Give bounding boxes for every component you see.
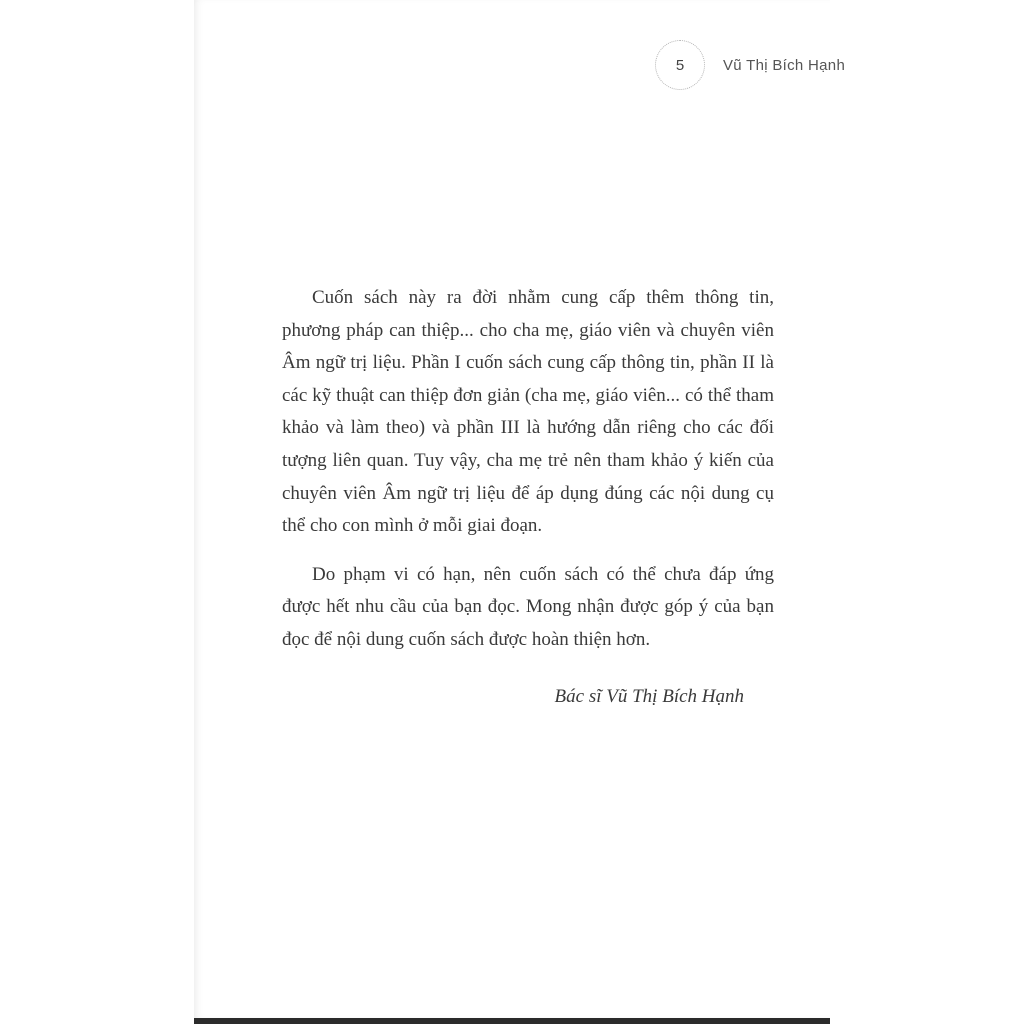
signature: Bác sĩ Vũ Thị Bích Hạnh <box>554 686 744 707</box>
paragraph-1: Cuốn sách này ra đời nhằm cung cấp thêm thông tin, phương pháp can thiệp... cho cha mẹ, giáo viên và chuyên viên Âm ngữ trị liệu. Phần I cuốn sách cung cấp thông tin, phần II là các kỹ thuật can thiệp đơn giản (cha mẹ, giáo viên... có thể tham khảo và làm theo) và phần III là hướng dẫn riêng cho các đối tượng liên quan. Tuy vậy, cha mẹ trẻ nên tham khảo ý kiến của chuyên viên Âm ngữ trị liệu để áp dụng đúng các nội dung cụ thể cho con mình ở mỗi giai đoạn. <box>282 287 774 537</box>
page-number-badge <box>655 40 705 90</box>
page-bottom-edge <box>194 1018 830 1024</box>
paragraph-2: Do phạm vi có hạn, nên cuốn sách có thể chưa đáp ứng được hết nhu cầu của bạn đọc. Mong nhận được góp ý của bạn đọc để nội dung cuốn sách được hoàn thiện hơn. <box>282 563 774 650</box>
page-number: 5 <box>675 56 685 74</box>
running-header <box>655 40 845 90</box>
body-text <box>282 282 774 657</box>
page-left-margin <box>0 0 194 1024</box>
header-author: Vũ Thị Bích Hạnh <box>723 56 846 74</box>
